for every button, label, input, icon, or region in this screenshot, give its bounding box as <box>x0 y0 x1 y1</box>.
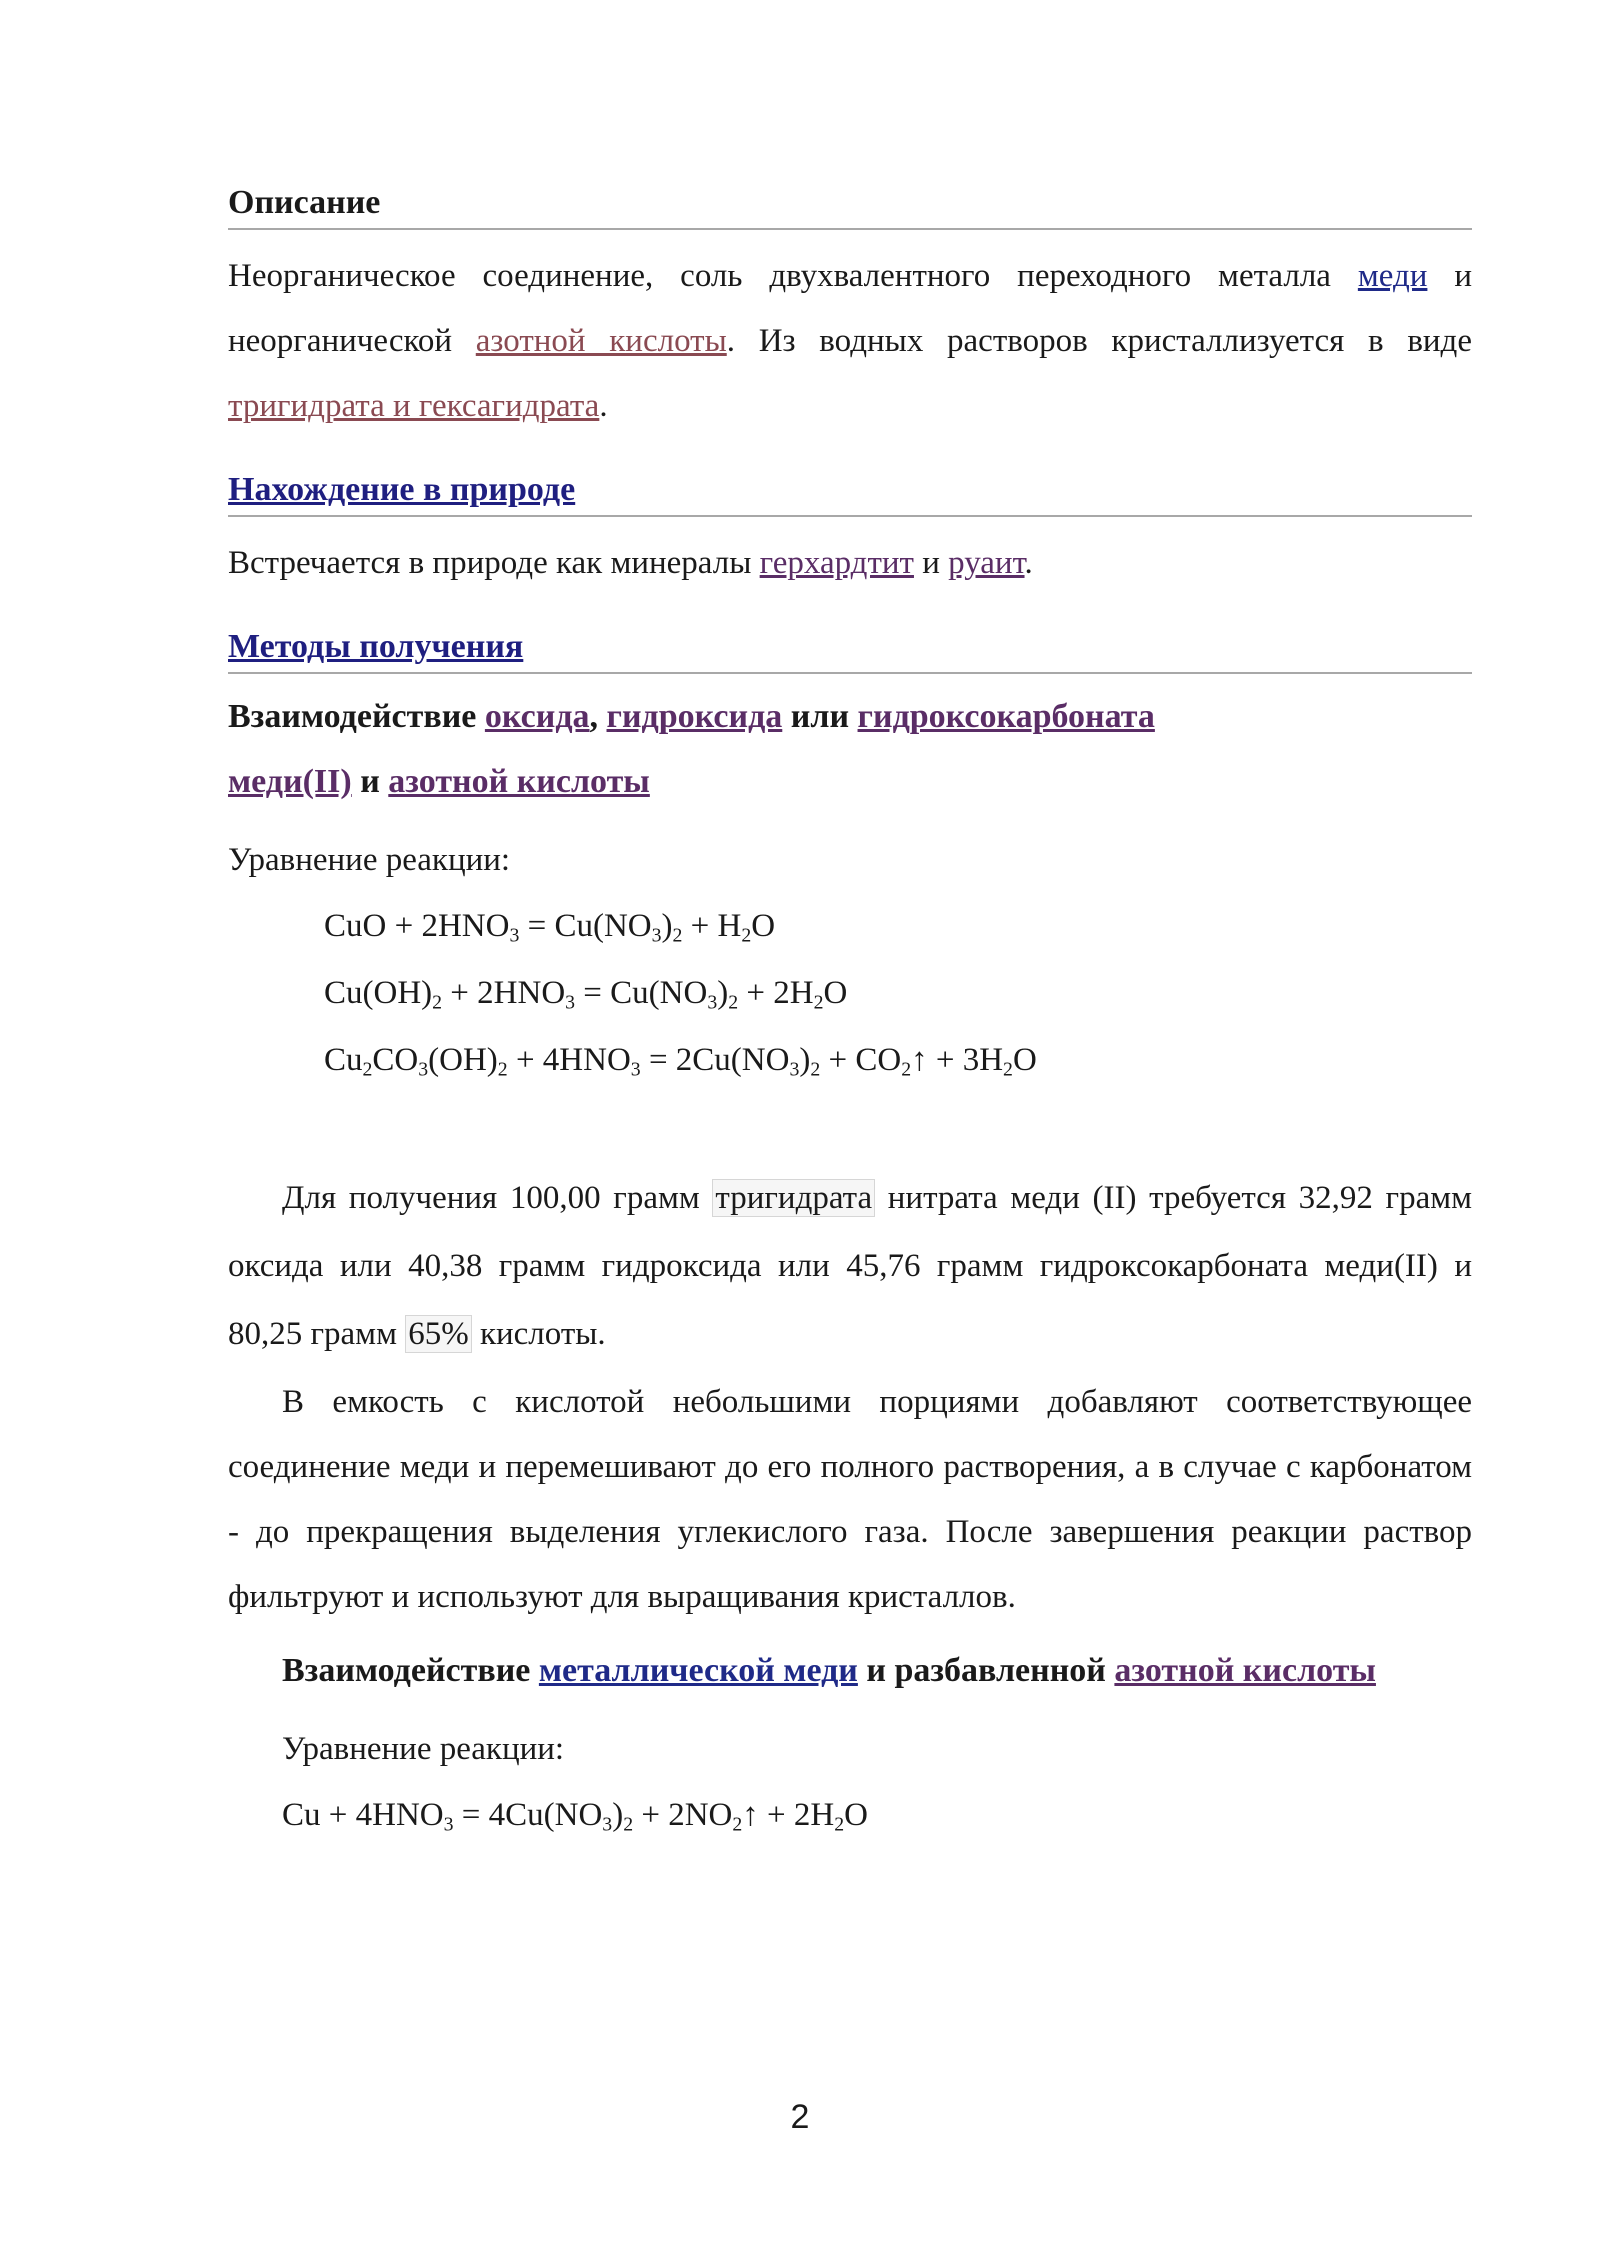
text-span: кислоты. <box>471 1316 606 1352</box>
text-span: и <box>351 763 389 800</box>
link-nitric-acid-2[interactable]: азотной кислоты <box>388 763 650 800</box>
text-span: . Из водных растворов кристаллизуется в виде <box>726 323 1472 359</box>
text-span: и неорганической <box>228 258 1472 359</box>
equation-1: CuO + $2HNO_3 = Cu(NO_3)_2 + H_2O$ <box>324 908 776 947</box>
link-nitric-acid-3[interactable]: азотной кислоты <box>1114 1652 1376 1689</box>
text-span: Встречается в природе как минералы <box>228 545 760 581</box>
procedure-paragraph: В емкость с кислотой небольшими порциями добавляют соответствующее соединение меди и перемешивают до его полного растворения, а в случае с карбонатом - до прекращения выделения углекислого газа. После завершения реакции раствор фильтруют и используют для выращивания кристаллов. <box>228 1384 1472 1615</box>
text-span: и разбавленной <box>857 1652 1115 1689</box>
text-span: Взаимодействие <box>282 1652 539 1689</box>
link-copper[interactable]: меди <box>1357 258 1428 294</box>
link-oxide[interactable]: оксида <box>484 698 590 735</box>
link-rouaite[interactable]: руаит <box>948 545 1025 581</box>
text-span: или <box>782 698 858 735</box>
subheading-metal-method <box>228 1638 1472 1703</box>
link-hydroxocarbonate[interactable]: гидроксокарбоната меди(II) <box>228 698 1155 800</box>
link-gerhardtite[interactable]: герхардтит <box>759 545 914 581</box>
text-span: . <box>1024 545 1033 581</box>
highlight-65-percent: 65% <box>405 1315 472 1353</box>
link-hydroxide[interactable]: гидроксида <box>606 698 783 735</box>
page-number: 2 <box>790 2098 810 2136</box>
heading-description: Описание <box>228 182 1472 230</box>
equation-2: $Cu(OH)_2 + 2HNO_3 = Cu(NO_3)_2 + 2H_2O$ <box>324 975 848 1014</box>
equation-3: $Cu_2CO_3(OH)_2 + 4HNO_3 = 2Cu(NO_3)_2$ + $CO_2↑ + 3H_2O$ <box>324 1042 1037 1081</box>
link-hydrates[interactable]: тригидрата и гексагидрата <box>228 388 600 424</box>
heading-methods[interactable]: Методы получения <box>228 626 1472 674</box>
text-span: нитрата меди (II) требуется 32,92 грамм оксида или 40,38 грамм гидроксида или 45,76 грамм гидроксокарбоната меди(II) и 80,25 грамм <box>228 1180 1472 1352</box>
link-nitric-acid[interactable]: азотной кислоты <box>475 323 727 359</box>
text-span: . <box>599 388 608 424</box>
text-span: , <box>589 698 607 735</box>
occurrence-paragraph <box>228 531 1472 596</box>
highlight-trihydrate: тригидрата <box>712 1179 875 1217</box>
description-paragraph <box>228 244 1472 439</box>
document-page <box>228 182 1472 1849</box>
text-span: Взаимодействие <box>228 698 485 735</box>
equation-4: $Cu + 4HNO_3 = 4Cu(NO_3)_2$ + $2NO_2↑ + 2H_2O$ <box>282 1797 868 1836</box>
quantities-paragraph <box>228 1164 1472 1368</box>
equation-label-2: Уравнение реакции: <box>282 1731 565 1767</box>
subheading-oxide-method <box>228 684 1268 814</box>
heading-occurrence[interactable]: Нахождение в природе <box>228 469 1472 517</box>
text-span: Неорганическое соединение, соль двухвалентного переходного металла <box>228 258 1358 294</box>
link-metallic-copper[interactable]: металлической меди <box>538 1652 858 1689</box>
text-span: и <box>913 545 949 581</box>
equation-label: Уравнение реакции: <box>228 842 511 878</box>
text-span: Для получения 100,00 грамм <box>282 1180 713 1216</box>
